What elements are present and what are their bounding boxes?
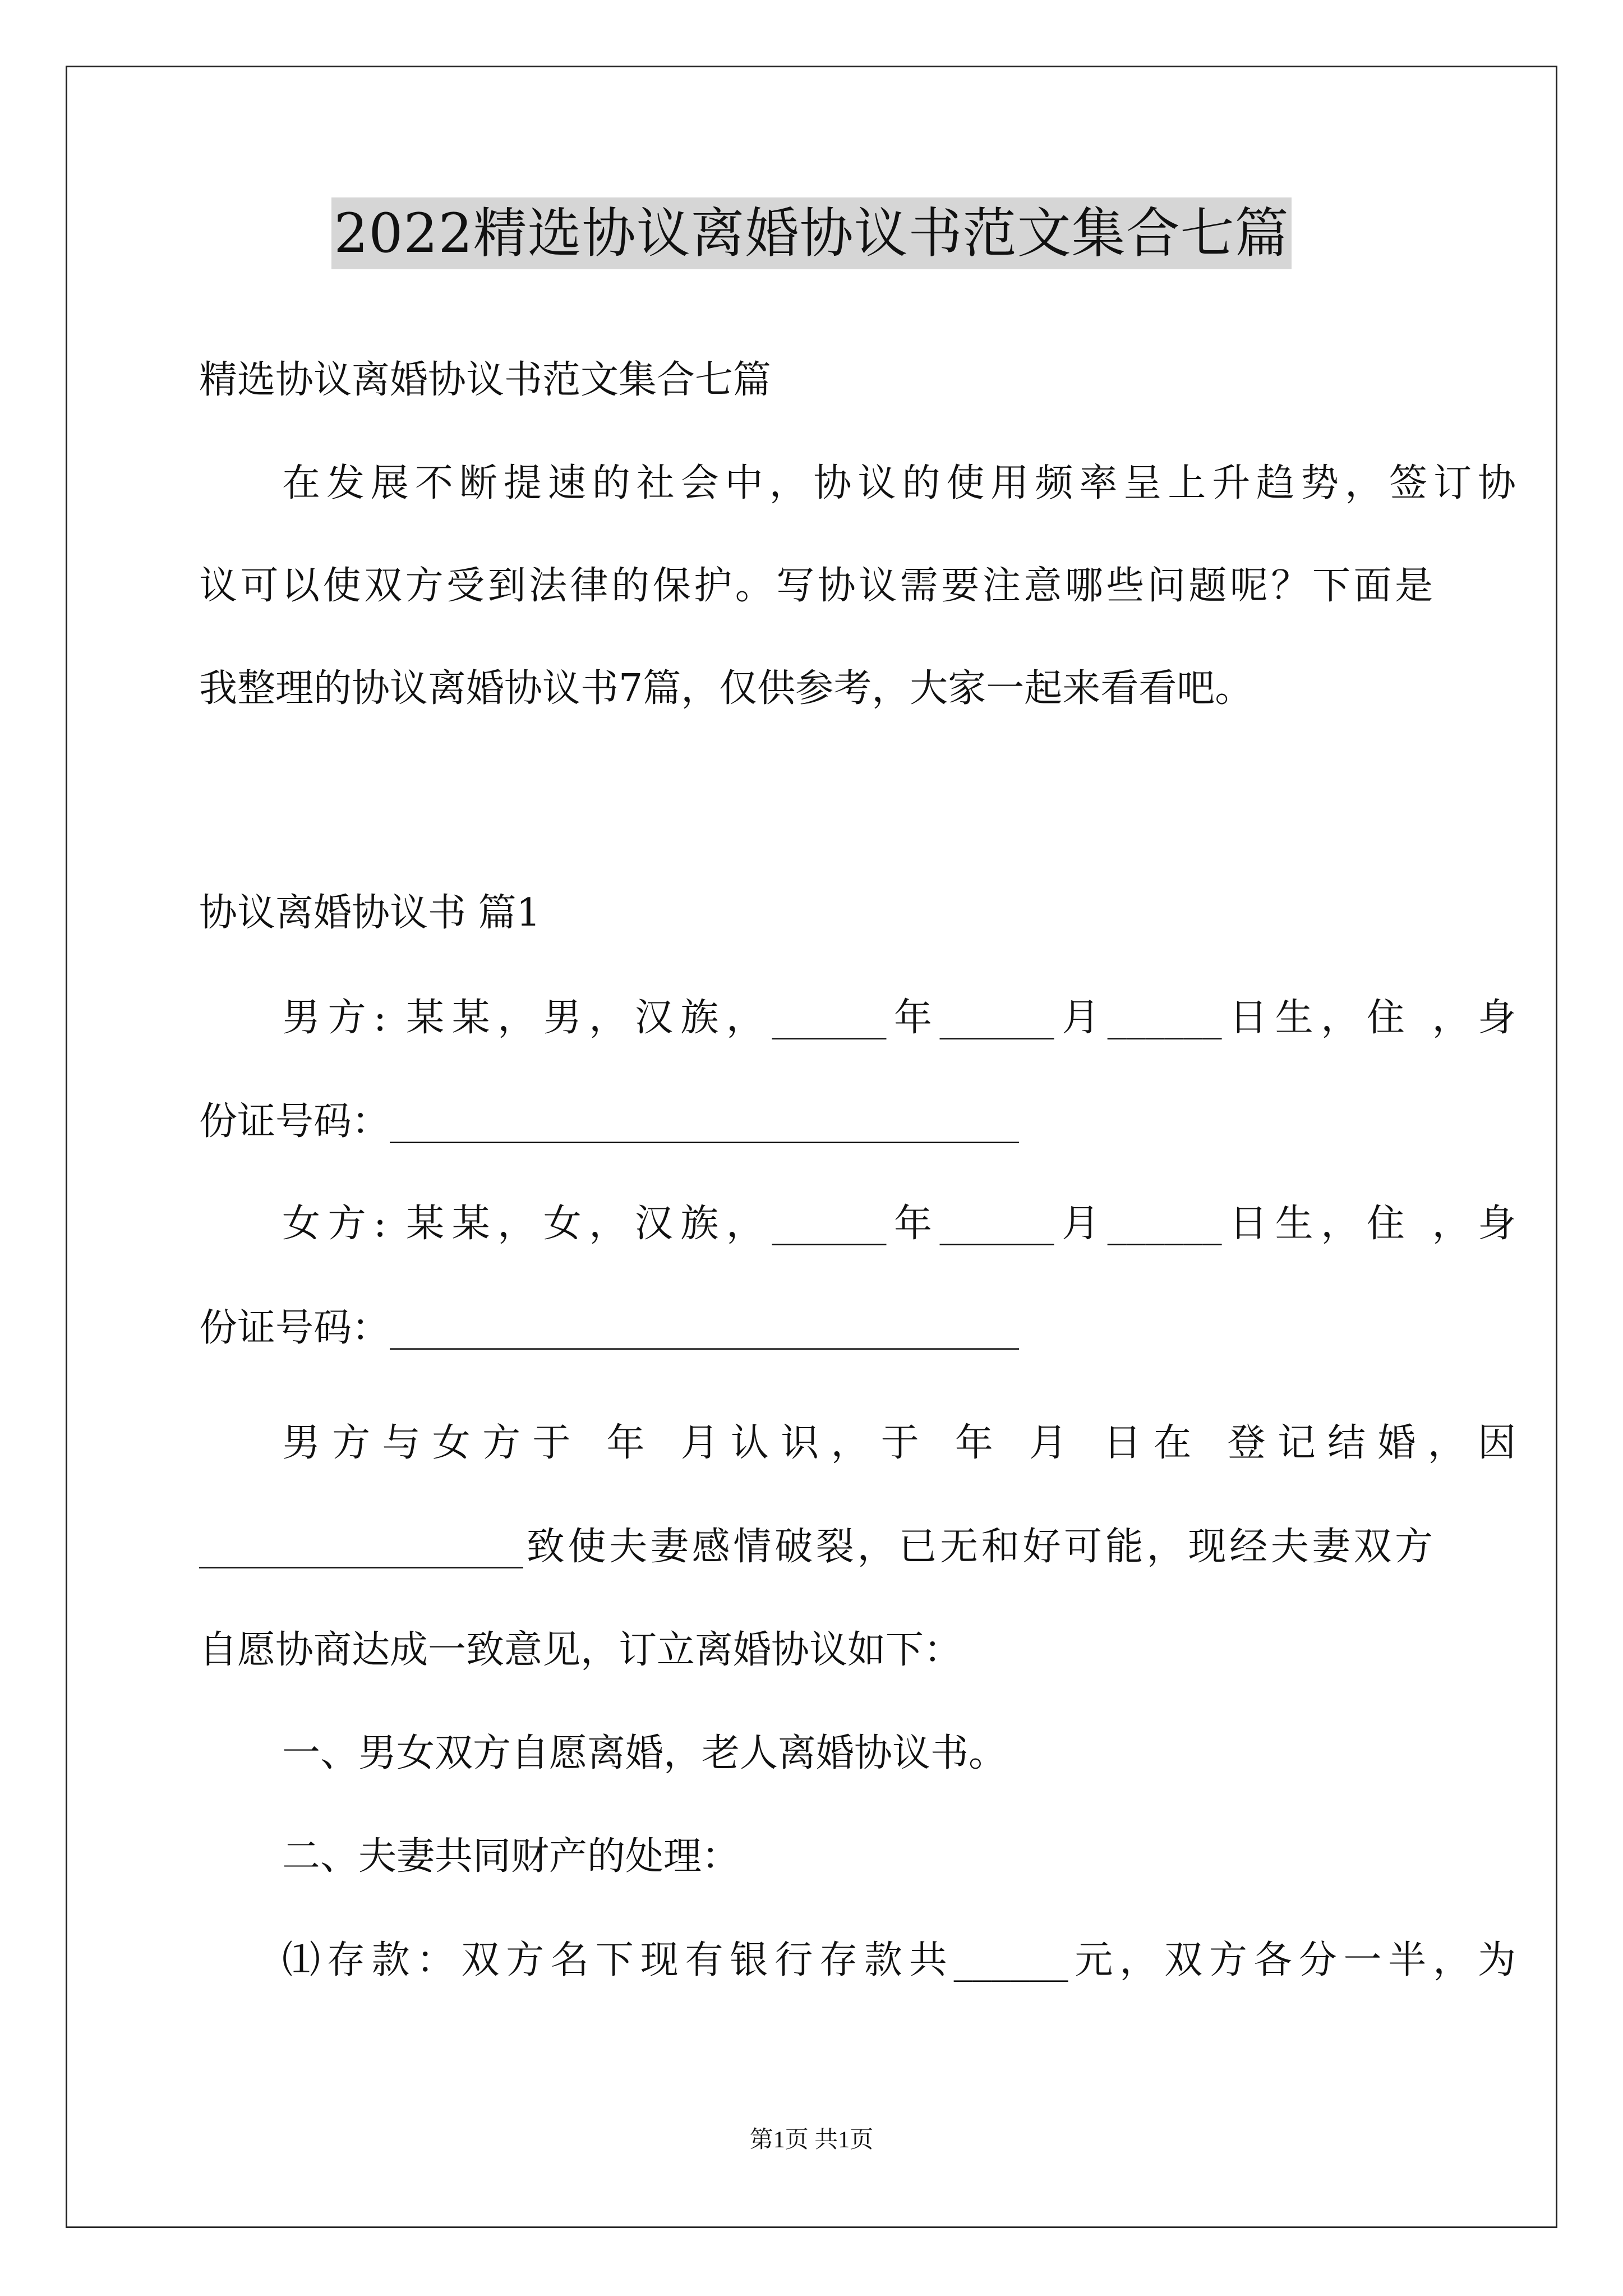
section-heading: 协议离婚协议书 篇1 [199, 891, 541, 935]
body-line: 男方与女方于 年 月认识，于 年 月 日在 登记结婚，因 [282, 1421, 1516, 1465]
body-line: 女方: 某某，女，汉族，______年______月______日生，住 ，身 [282, 1202, 1516, 1246]
title-container [0, 197, 1623, 269]
page-number-footer: 第1页 共1页 [749, 2127, 874, 2153]
body-line: 一、男女双方自愿离婚，老人离婚协议书。 [282, 1731, 1007, 1775]
intro-line: 在发展不断提速的社会中，协议的使用频率呈上升趋势，签订协 [282, 461, 1516, 505]
body-line: 自愿协商达成一致意见，订立离婚协议如下： [199, 1628, 962, 1672]
document-subtitle: 精选协议离婚协议书范文集合七篇 [199, 358, 772, 402]
body-line: ⑴存款：双方名下现有银行存款共______元，双方各分一半，为 [282, 1938, 1516, 1982]
body-line: _________________致使夫妻感情破裂，已无和好可能，现经夫妻双方 [199, 1525, 1433, 1569]
intro-line: 议可以使双方受到法律的保护。写协议需要注意哪些问题呢？下面是 [199, 564, 1433, 608]
body-line: 份证号码：_________________________________ [199, 1306, 1020, 1350]
document-title: 2022精选协议离婚协议书范文集合七篇 [331, 197, 1291, 269]
body-line: 二、夫妻共同财产的处理： [282, 1834, 740, 1879]
intro-line: 我整理的协议离婚协议书7篇，仅供参考，大家一起来看看吧。 [199, 666, 1253, 711]
body-line: 份证号码：_________________________________ [199, 1099, 1020, 1144]
body-line: 男方: 某某，男，汉族，______年______月______日生，住 ，身 [282, 996, 1516, 1040]
